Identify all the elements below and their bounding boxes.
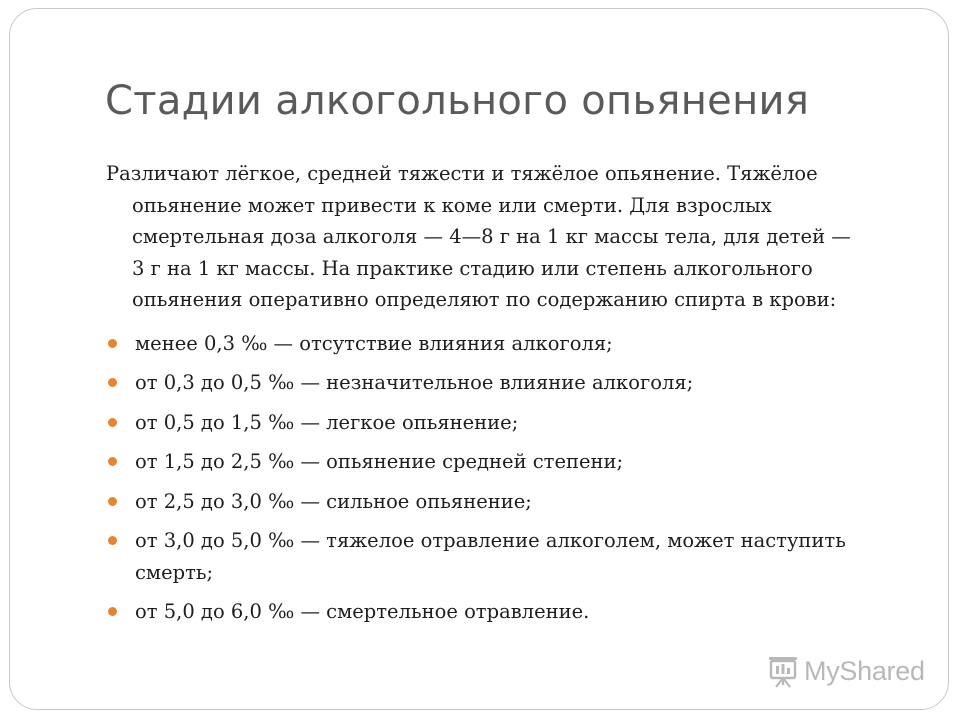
bullet-item (106, 525, 866, 588)
intro-paragraph: Различают лёгкое, средней тяжести и тяжёлое опьянение. Тяжёлое опьянение может привести к коме или смерти. Для взрослых смертельная доза алкоголя — 4—8 г на 1 кг массы тела, для детей — 3 г на 1 кг массы. На практике стадию или степень алкогольного опьянения оперативно определяют по содержанию спирта в крови: (106, 162, 851, 311)
bullet-dot-icon (108, 607, 117, 616)
bullet-text: от 0,3 до 0,5 ‰ — незначительное влияние алкоголя; (135, 371, 694, 394)
bullet-list (106, 328, 866, 628)
bullet-item (106, 407, 866, 439)
bullet-text: менее 0,3 ‰ — отсутствие влияния алкоголя; (135, 331, 613, 355)
bullet-dot-icon (108, 378, 117, 387)
bullet-text: от 0,5 до 1,5 ‰ — легкое опьянение; (135, 410, 519, 434)
watermark (768, 654, 925, 688)
bullet-text: от 2,5 до 3,0 ‰ — сильное опьянение; (135, 489, 532, 513)
bullet-dot-icon (108, 536, 117, 545)
bullet-item (106, 596, 866, 628)
bullet-dot-icon (108, 339, 117, 348)
presentation-board-icon (768, 654, 798, 688)
bullet-dot-icon (108, 457, 117, 466)
bullet-dot-icon (108, 418, 117, 427)
slide-body (106, 158, 866, 636)
slide-title: Стадии алкогольного опьянения (105, 78, 810, 124)
bullet-item (106, 367, 866, 399)
bullet-dot-icon (108, 497, 117, 506)
bullet-item (106, 486, 866, 518)
bullet-item (106, 328, 866, 360)
bullet-text: от 1,5 до 2,5 ‰ — опьянение средней степени; (135, 450, 624, 473)
watermark-text: MyShared (804, 655, 925, 686)
bullet-text: от 3,0 до 5,0 ‰ — тяжелое отравление алкоголем, может наступить смерть; (135, 529, 846, 584)
bullet-text: от 5,0 до 6,0 ‰ — смертельное отравление. (135, 600, 590, 623)
bullet-item (106, 446, 866, 478)
